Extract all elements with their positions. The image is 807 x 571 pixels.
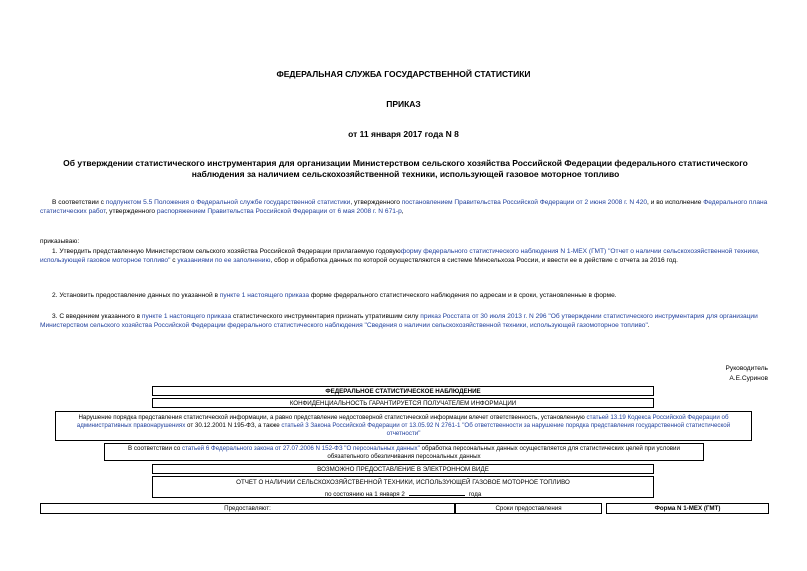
link-government-decree-420[interactable]: постановлением Правительства Российской Федерации от 2 июня 2008 г. N 420 [401, 199, 648, 206]
link-rosstat-order-296[interactable]: приказ Росстата от 30 июля 2013 г. N 296 "Об утверждении статистического инструментария для организации Министерством сельского хозяйства Российской Федерации федерального статистического наблюдения "Сведения о наличии сельскохозяйственной техники, использующей газомоторное топливо" [40, 313, 758, 330]
link-government-order-671r[interactable]: распоряжением Правительства Российской Федерации от 6 мая 2008 г. N 671-р [156, 208, 402, 216]
link-law-152-fz[interactable]: статьей 6 Федерального закона от 27.07.2006 N 152-ФЗ "О персональных данных" [182, 445, 420, 452]
personal-data-text: обработка персональных данных осуществляется для статистических целей при условии обязательного обезличивания персональных данных [327, 445, 680, 460]
year-blank [409, 489, 465, 496]
link-filling-instructions[interactable]: указаниями по ее заполнению [177, 257, 271, 265]
link-koap-13-19[interactable]: статьей 13.19 Кодекса Российской Федерации об административных правонарушениях [76, 414, 729, 429]
preamble-text: , утвержденного [350, 199, 402, 206]
item-1-text: , сбор и обработка данных по которой осуществляются в системе Минсельхоза России, и ввести ее в действие с отчета за 2016 год. [270, 257, 678, 265]
personal-data-text: В соответствии со [128, 445, 183, 452]
as-of-text: по состоянию на 1 января 2 [324, 491, 405, 498]
item-2-text: форме федерального статистического наблюдения по адресам и в сроки, установленные в форме. [309, 292, 617, 299]
electronic-label: ВОЗМОЖНО ПРЕДОСТАВЛЕНИЕ В ЭЛЕКТРОННОМ ВИДЕ [317, 466, 489, 473]
document-title: Об утверждении статистического инструментария для организации Министерством сельского хозяйства Российской Федерации федерального статистического наблюдения за наличием сельскохозяйственной техники, использующей газовое моторное топливо [63, 158, 748, 179]
observation-label: ФЕДЕРАЛЬНОЕ СТАТИСТИЧЕСКОЕ НАБЛЮДЕНИЕ [325, 388, 481, 395]
date-line: от 11 января 2017 года N 8 [348, 129, 459, 139]
report-as-of [153, 489, 653, 499]
order-word: приказываю: [40, 238, 80, 245]
link-federal-stat-plan[interactable]: Федерального плана статистических работ [40, 199, 768, 216]
link-law-2761-1[interactable]: статьей 3 Закона Российской Федерации от 13.05.92 N 2761-1 "Об ответственности за нарушение порядка представления государственной статистической отчетности" [281, 422, 731, 437]
doc-type-heading: ПРИКАЗ [386, 99, 421, 109]
item-3-text: . [647, 322, 650, 330]
item-3-text: статистического инструментария признать утратившим силу [231, 313, 421, 320]
form-code-box [606, 503, 769, 514]
preamble-text: , и во исполнение [647, 199, 704, 206]
link-item-1[interactable]: пункте 1 настоящего приказа [141, 313, 232, 320]
link-subclause-5-5[interactable]: подпунктом 5.5 Положения о Федеральной службе государственной статистики [105, 199, 351, 206]
preamble-text: , [401, 208, 404, 216]
report-title: ОТЧЕТ О НАЛИЧИИ СЕЛЬСКОХОЗЯЙСТВЕННОЙ ТЕХНИКИ, ИСПОЛЬЗУЮЩЕЙ ГАЗОВОЕ МОТОРНОЕ ТОПЛИВО [236, 479, 570, 486]
confidential-box [152, 398, 654, 408]
confidential-label: КОНФИДЕНЦИАЛЬНОСТЬ ГАРАНТИРУЕТСЯ ПОЛУЧАТЕЛЕМ ИНФОРМАЦИИ [289, 400, 517, 407]
personal-data-box [104, 443, 704, 461]
violation-notice [62, 414, 745, 438]
link-item-1[interactable]: пункте 1 настоящего приказа [219, 292, 310, 299]
violation-text: Нарушение порядка представления статистической информации, а равно представление недостоверной статистической информации влечет ответственность, установленную [78, 414, 587, 421]
personal-data-notice [109, 445, 699, 461]
electronic-box [152, 464, 654, 474]
report-title-box [152, 476, 654, 498]
deadline-label: Сроки предоставления [495, 505, 562, 512]
item-3-paragraph [40, 312, 769, 330]
link-form-1-mex[interactable]: форму федерального статистического наблюдения N 1-МЕХ (ГМТ) "Отчет о наличии сельскохозяйственной техники, использующей газовое моторное топливо" [40, 248, 760, 265]
as-of-year-word: года [468, 491, 482, 498]
signature-name: А.Е.Суринов [729, 375, 768, 382]
item-3-text: 3. С введением указанного в [52, 313, 142, 320]
deadline-column-header [455, 503, 602, 514]
form-code-label: Форма N 1-МЕХ (ГМТ) [654, 505, 721, 512]
item-2-paragraph [40, 291, 769, 300]
violation-notice-box [55, 411, 752, 441]
item-1-text: 1. Утвердить представленную Министерством сельского хозяйства Российской Федерации прилагаемую годовую [52, 248, 401, 255]
violation-text: от 30.12.2001 N 195-ФЗ, а также [185, 422, 282, 429]
preamble-paragraph [40, 198, 769, 216]
agency-heading: ФЕДЕРАЛЬНАЯ СЛУЖБА ГОСУДАРСТВЕННОЙ СТАТИСТИКИ [276, 69, 531, 79]
provide-label: Предоставляют: [224, 505, 271, 512]
item-1-paragraph [40, 247, 769, 265]
item-1-text: с [170, 257, 178, 265]
preamble-text: В соответствии с [52, 199, 106, 206]
observation-box [152, 386, 654, 396]
item-2-text: 2. Установить предоставление данных по указанной в [52, 292, 220, 299]
provide-column-header [40, 503, 455, 514]
signature-role: Руководитель [725, 365, 768, 372]
preamble-text: , утвержденного [105, 208, 157, 216]
